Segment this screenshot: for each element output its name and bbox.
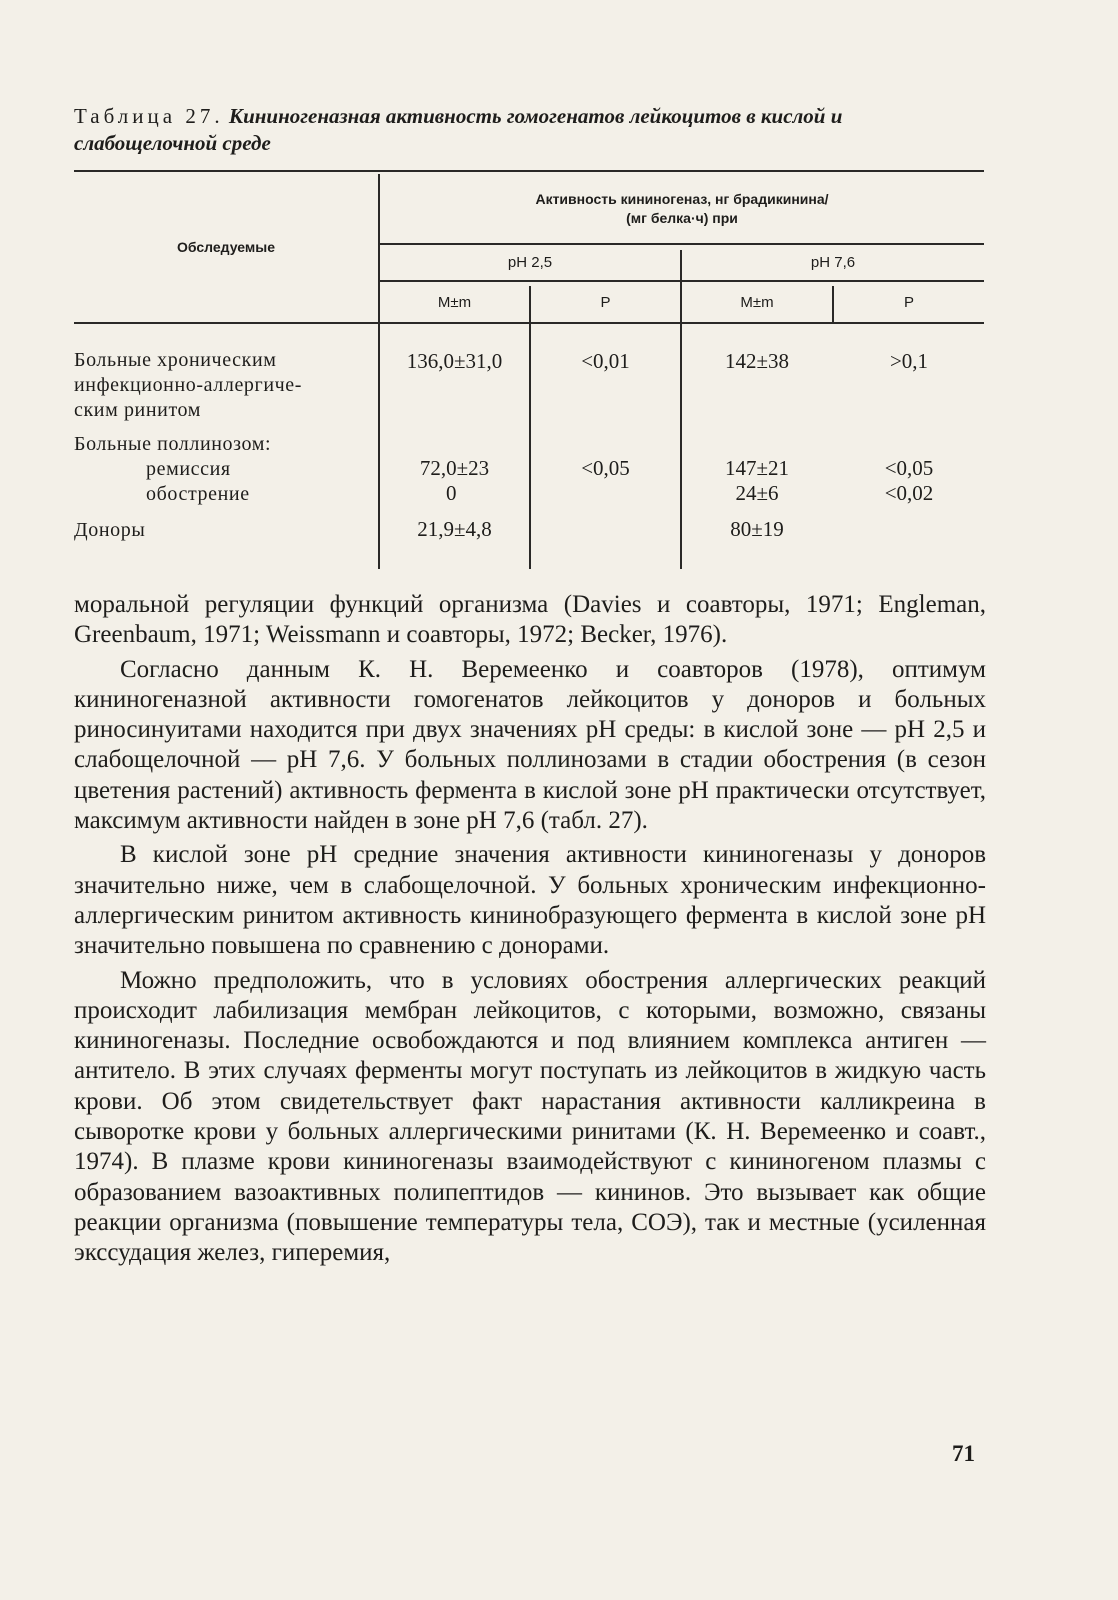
cell-alk-mm: 142±38 xyxy=(724,349,790,373)
table-title: Кининогеназная активность гомогенатов лейкоцитов в кислой и слабощелочной среде xyxy=(74,104,843,155)
page-number: 71 xyxy=(952,1441,975,1466)
header-subjects: Обследуемые xyxy=(177,239,275,255)
paragraph: Можно предположить, что в условиях обострения аллергических реакций происходит лабилизация мембран лейкоцитов, с которыми, возможно, связаны кининогеназы. Последние освобождаются и под влиянием комплекса антиген — антитело. В этих случаях ферменты могут поступать из лейкоцитов в жидкую часть крови. Об этом свидетельствует факт нарастания активности калликреина в сыворотке крови у больных аллергическими ринитами (К. Н. Веремеенко и соавт., 1974). В плазме крови кининогеназы взаимодействуют с кининогеном плазмы с образованием вазоактивных полипептидов — кининов. Это вызывает как общие реакции организма (повышение температуры тела, СОЭ), так и местные (усиленная экссудация желез, гиперемия, xyxy=(74,966,986,1267)
cell-acid-mm: 136,0±31,0 xyxy=(406,349,503,373)
cell-alk-mm: 80±19 xyxy=(730,517,784,541)
body-text xyxy=(74,590,986,1273)
header-ph-alk: pH 7,6 xyxy=(810,254,856,271)
cell-acid-mm: 72,0±23 xyxy=(419,456,490,480)
cell-alk-p: >0,1 xyxy=(889,349,929,373)
header-ph-acid: pH 2,5 xyxy=(507,254,553,271)
row-label: инфекционно-аллергиче- xyxy=(74,374,303,396)
cell-acid-mm: 0 xyxy=(446,481,457,505)
divider-acid-p xyxy=(529,286,531,569)
row-label: ским ринитом xyxy=(74,399,202,421)
header-activity-line1: Активность кининогеназ, нг брадикинина/ xyxy=(535,191,829,207)
cell-alk-mm: 24±6 xyxy=(735,481,779,505)
paragraph: моральной регуляции функций организма (Davies и соавторы, 1971; Engleman, Greenbaum, 1971; Weissmann и соавторы, 1972; Becker, 1976). xyxy=(74,591,986,649)
header-acid-p: P xyxy=(600,294,611,311)
paragraph: В кислой зоне pH средние значения активности кининогеназы у доноров значительно ниже, чем в слабощелочной. У больных хроническим инфекционно-аллергическим ринитом активность кининобразующего фермента в кислой зоне pH значительно повышена по сравнению с донорами. xyxy=(74,841,986,960)
table-caption xyxy=(74,103,984,157)
row-label: обострение xyxy=(146,483,250,505)
cell-acid-p: <0,01 xyxy=(581,349,630,373)
header-rule-activity xyxy=(380,243,984,245)
row-label: Больные поллинозом: xyxy=(74,433,272,455)
header-rule-ph xyxy=(380,280,984,282)
cell-alk-p: <0,02 xyxy=(884,481,934,505)
row-label: ремиссия xyxy=(146,458,231,480)
header-alk-mm: M±m xyxy=(740,294,774,311)
row-label: Доноры xyxy=(74,519,146,541)
row-label: Больные хроническим xyxy=(74,349,277,371)
table-top-rule xyxy=(74,170,984,172)
header-alk-p: P xyxy=(903,294,914,311)
cell-acid-mm: 21,9±4,8 xyxy=(417,517,492,541)
table-label: Таблица 27. xyxy=(74,104,224,128)
paragraph: Согласно данным К. Н. Веремеенко и соавторов (1978), оптимум кининогеназной активности гомогенатов лейкоцитов у доноров и больных риносинуитами находится при двух значениях pH среды: в кислой зоне — pH 2,5 и слабощелочной — pH 7,6. У больных поллинозами в стадии обострения (в сезон цветения растений) активность фермента в кислой зоне pH практически отсутствует, максимум активности найден в зоне pH 7,6 (табл. 27). xyxy=(74,655,986,835)
header-activity-line2: (мг белка·ч) при xyxy=(626,210,738,226)
cell-alk-mm: 147±21 xyxy=(724,456,790,480)
cell-acid-p: <0,05 xyxy=(581,456,630,480)
header-acid-mm: M±m xyxy=(437,294,472,311)
cell-alk-p: <0,05 xyxy=(884,456,934,480)
data-table xyxy=(74,170,984,575)
